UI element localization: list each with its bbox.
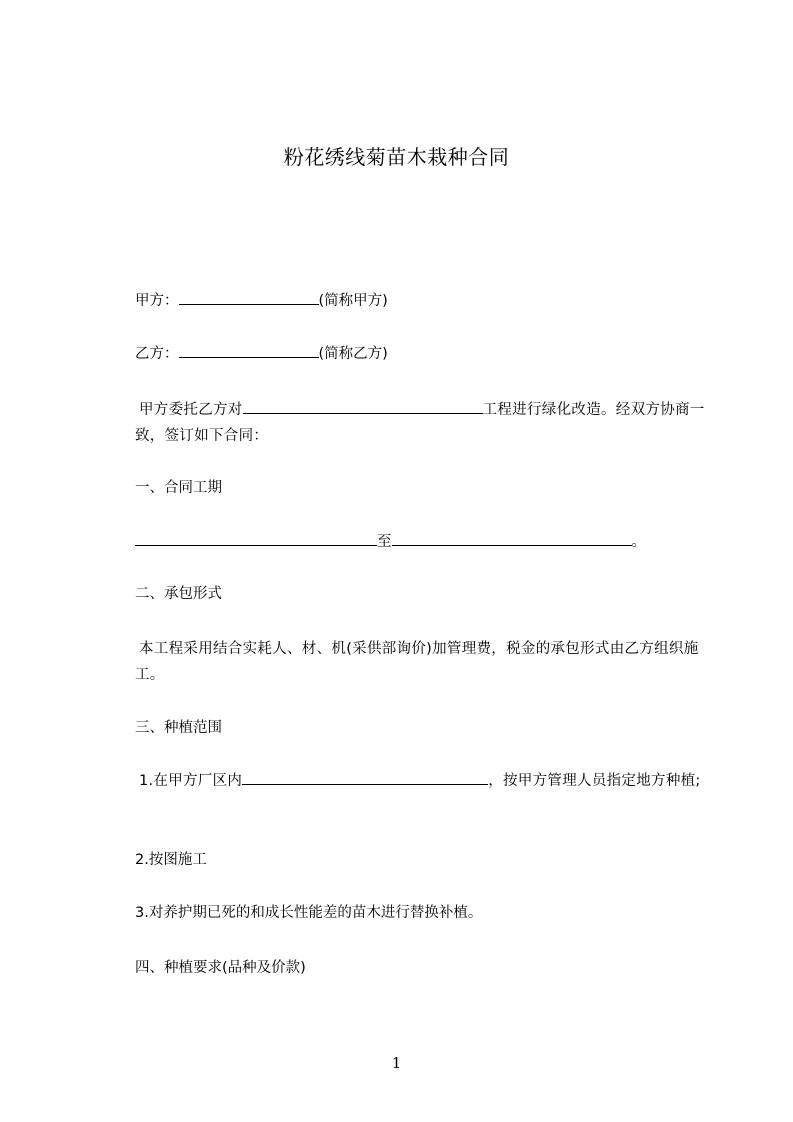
section1-heading: 一、合同工期	[135, 480, 222, 496]
page-number: 1	[391, 1054, 402, 1072]
period-to: 至	[377, 534, 392, 550]
scope-item-2: 2.按图施工	[135, 852, 207, 868]
document-title: 粉花绣线菊苗木栽种合同	[283, 145, 510, 169]
section2-heading: 二、承包形式	[135, 586, 222, 602]
section4-heading: 四、种植要求(品种及价款)	[135, 960, 306, 976]
party-a-line	[135, 290, 388, 312]
section3-heading: 三、种植范围	[135, 720, 222, 736]
period-end-mark: 。	[631, 534, 646, 550]
party-b-blank[interactable]	[179, 343, 319, 358]
section2-text: 本工程采用结合实耗人、材、机(采供部询价)加管理费，税金的承包形式由乙方组织施工。	[135, 641, 699, 683]
intro-prefix: 甲方委托乙方对	[139, 402, 243, 418]
party-b-line	[135, 343, 388, 365]
party-a-blank[interactable]	[179, 290, 319, 305]
period-end-blank[interactable]	[392, 531, 632, 546]
contract-period-line	[135, 531, 646, 553]
plant-area-blank[interactable]	[242, 770, 488, 785]
scope-item-3: 3.对养护期已死的和成长性能差的苗木进行替换补植。	[135, 905, 483, 921]
intro-suffix: 工程进行绿化改造。经双方协商一致，签订如下合同：	[135, 402, 705, 444]
item1-suffix: ，按甲方管理人员指定地方种植;	[488, 773, 701, 789]
item1-prefix: 1.在甲方厂区内	[139, 773, 243, 789]
period-start-blank[interactable]	[135, 531, 377, 546]
intro-paragraph	[135, 397, 715, 449]
party-b-label: 乙方：	[135, 346, 179, 362]
party-a-label: 甲方：	[135, 293, 179, 309]
party-b-suffix: (简称乙方)	[318, 346, 388, 362]
project-name-blank[interactable]	[243, 399, 483, 414]
scope-item-1	[135, 768, 715, 794]
party-a-suffix: (简称甲方)	[318, 293, 388, 309]
